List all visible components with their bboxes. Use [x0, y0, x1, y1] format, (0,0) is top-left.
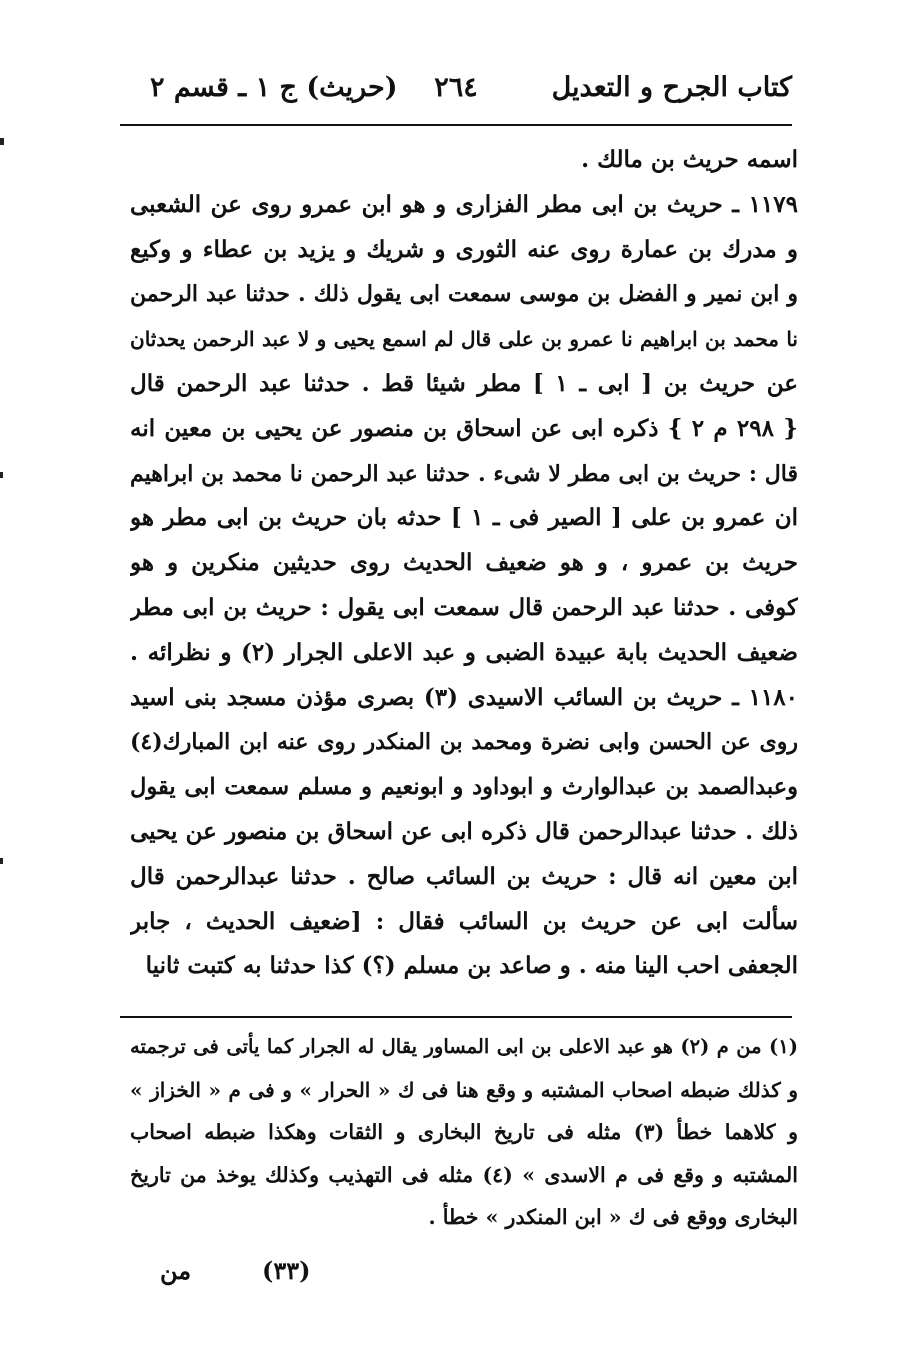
text-line: و مدرك بن عمارة روى عنه الثورى و شريك و يزيد بن عطاء و وكيع [130, 235, 798, 263]
scan-speck [0, 472, 3, 478]
footnotes [130, 1026, 798, 1239]
page-number: ٢٦٤ [434, 72, 478, 103]
text-line: وعبدالصمد بن عبدالوارث و ابوداود و ابونعيم و مسلم سمعت ابى يقول [130, 774, 798, 801]
catchword: من [160, 1256, 192, 1285]
text-line: سألت ابى عن حريث بن السائب فقال : [ضعيف الحديث ، جابر [130, 907, 798, 935]
footnote-line: (١) من م (٢) هو عبد الاعلى بن ابى المساور يقال له الجرار كما يأتى فى ترجمته [130, 1035, 798, 1058]
text-line: { ٢٩٨ م ٢ } ذكره ابى عن اسحاق بن منصور عن يحيى بن معين انه [130, 414, 798, 442]
text-line: كوفى . حدثنا عبد الرحمن قال سمعت ابى يقول : حريث بن ابى مطر [130, 593, 798, 621]
text-line: روى عن الحسن وابى نضرة ومحمد بن المنكدر روى عنه ابن المبارك(٤) [130, 729, 798, 756]
text-line: قال : حريث بن ابى مطر لا شىء . حدثنا عبد الرحمن نا محمد بن ابراهيم [130, 460, 798, 487]
footnote-rule [120, 1016, 792, 1018]
footnote-line: و كلاهما خطأ (٣) مثله فى تاريخ البخارى و الثقات وهكذا ضبطه اصحاب [130, 1120, 798, 1145]
text-line: عن حريث بن [ ابى ـ ١ ] مطر شيئا قط . حدثنا عبد الرحمن قال [130, 369, 798, 397]
text-line: ان عمرو بن على [ الصير فى ـ ١ ] حدثه بان حريث بن ابى مطر هو [130, 504, 798, 532]
text-line: ذلك . حدثنا عبدالرحمن قال ذكره ابى عن اسحاق بن منصور عن يحيى [130, 817, 798, 845]
text-line: ضعيف الحديث بابة عبيدة الضبى و عبد الاعلى الجرار (٢) و نظرائه . [130, 638, 798, 666]
header-rule [120, 124, 792, 126]
text-line: نا محمد بن ابراهيم نا عمرو بن على قال لم اسمع يحيى و لا عبد الرحمن يحدثان [130, 327, 798, 352]
main-text [130, 138, 798, 989]
scan-speck [0, 858, 3, 864]
footnote-line: المشتبه و وقع فى م الاسدى » (٤) مثله فى التهذيب وكذلك يوخذ من تاريخ [130, 1162, 798, 1187]
book-title: كتاب الجرح و التعديل [551, 72, 792, 103]
text-line: ابن معين انه قال : حريث بن السائب صالح . حدثنا عبدالرحمن قال [130, 862, 798, 890]
footnote-line: و كذلك ضبطه اصحاب المشتبه و وقع هنا فى ك « الحرار » و فى م « الخزاز » [130, 1077, 798, 1102]
scan-speck [0, 138, 4, 145]
section-reference: (حريث) ج ١ ـ قسم ٢ [150, 72, 398, 103]
footnote-line: البخارى ووقع فى ك « ابن المنكدر » خطأ . [428, 1205, 798, 1230]
page-footer [0, 1252, 915, 1298]
text-line: و ابن نمير و الفضل بن موسى سمعت ابى يقول ذلك . حدثنا عبد الرحمن [130, 281, 798, 308]
text-line: اسمه حريث بن مالك . [581, 146, 798, 173]
text-line: ١١٧٩ ـ حريث بن ابى مطر الفزارى و هو ابن عمرو روى عن الشعبى [130, 190, 798, 218]
text-line: الجعفى احب الينا منه . و صاعد بن مسلم (؟) كذا حدثنا به كتبت ثانيا [145, 952, 798, 980]
running-header [120, 62, 792, 118]
signature-mark: (٣٣) [262, 1256, 311, 1285]
text-line: حريث بن عمرو ، و هو ضعيف الحديث روى حديثين منكرين و هو [130, 549, 798, 577]
text-line: ١١٨٠ ـ حريث بن السائب الاسيدى (٣) بصرى مؤذن مسجد بنى اسيد [130, 683, 798, 711]
